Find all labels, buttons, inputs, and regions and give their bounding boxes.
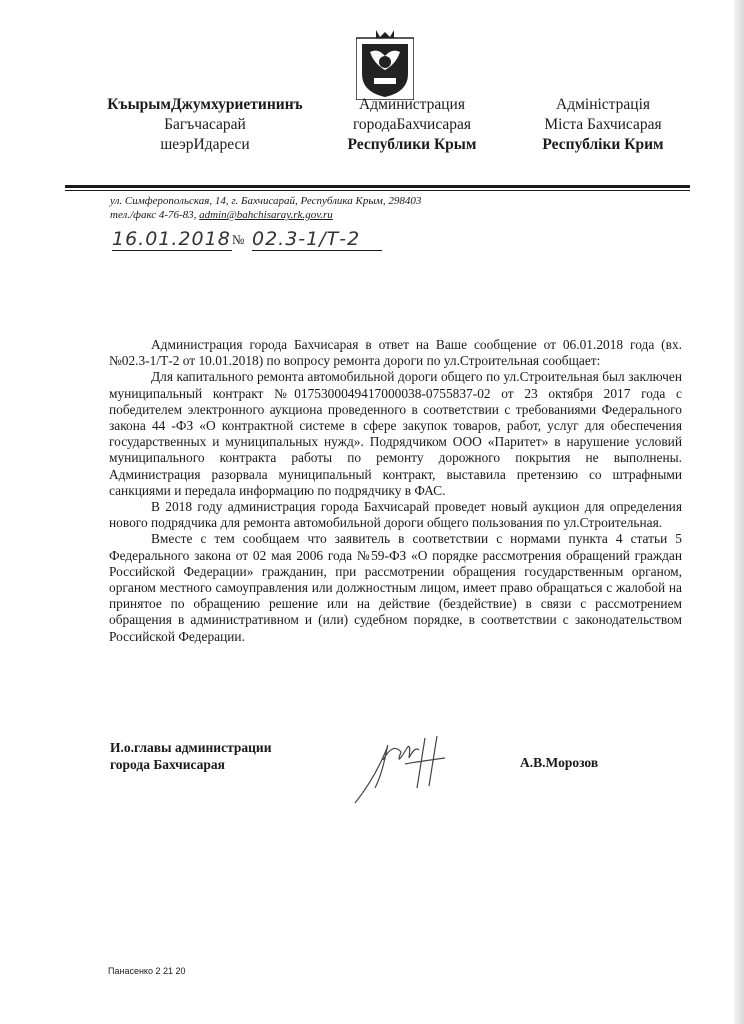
signatory-title xyxy=(110,739,271,773)
paragraph-1: Администрация города Бахчисарая в ответ на Ваше сообщение от 06.01.2018 года (вх.№02.3-1/Т-2 от 10.01.2018) по вопросу ремонта дороги по ул.Строительная сообщает: xyxy=(109,337,682,369)
outgoing-number-field xyxy=(252,228,382,251)
email-link[interactable]: admin@bahchisaray.rk.gov.ru xyxy=(199,209,333,221)
signatory-title-line1: И.о.главы администрации xyxy=(110,740,272,755)
header-crh-line2: Багъчасарай xyxy=(164,116,246,133)
address-block xyxy=(110,194,421,222)
outgoing-date: 16.01.2018 xyxy=(112,228,231,250)
number-sign: № xyxy=(232,232,245,247)
header-ru-line3: Республики Крым xyxy=(347,136,477,153)
header-divider-thin xyxy=(65,190,690,191)
header-crh-line3: шеэрИдареси xyxy=(160,136,250,153)
header-crh-line1: КъырымДжумхуриетининъ xyxy=(107,96,303,113)
signatory-name: А.В.Морозов xyxy=(520,755,599,770)
phone-fax: тел./факс 4-76-83, xyxy=(110,209,200,221)
header-ru-line2: городаБахчисарая xyxy=(352,116,472,133)
header-ru-line1: Администрация xyxy=(359,96,465,113)
header-russian xyxy=(322,95,502,155)
contact-line xyxy=(110,208,421,222)
page-edge xyxy=(734,0,744,1024)
address-line: ул. Симферопольская, 14, г. Бахчисарай, Республика Крым, 298403 xyxy=(110,195,422,207)
header-uk-line3: Республіки Крим xyxy=(542,136,664,153)
letter-body xyxy=(109,337,682,645)
outgoing-number: 02.3-1/Т-2 xyxy=(252,228,361,250)
header-crimean-tatar xyxy=(80,95,330,155)
header-ukrainian xyxy=(508,95,698,155)
header-uk-line1: Адміністрація xyxy=(556,96,650,113)
executor-note: Панасенко 2 21 20 xyxy=(108,966,186,976)
paragraph-3: В 2018 году администрация города Бахчисарай проведет новый аукцион для определения нового подрядчика для ремонта автомобильной дороги общего пользования по ул.Строительная. xyxy=(109,499,682,531)
header-divider-thick xyxy=(65,185,690,188)
paragraph-4: Вместе с тем сообщаем что заявитель в соответствии с нормами пункта 4 статьи 5 Федерального закона от 02 мая 2006 года №59-ФЗ «О порядке рассмотрения обращений граждан Российской Федерации» гражданин, при рассмотрении обращения государственным органом, органом местного самоуправления или должностным лицом, имеет право обращаться с жалобой на принятое по обращению решение или на действие (бездействие) в связи с рассмотрением обращения в административном и (или) судебном порядке, в соответствии с законодательством Российской Федерации. xyxy=(109,531,682,644)
paragraph-2: Для капитального ремонта автомобильной дороги общего по ул.Строительная был заключен муниципальный контракт №0175300049417000038-0755837-02 от 23 октября 2017 года с победителем электронного аукциона проведенного в соответствии с требованиями Федерального закона 44 -ФЗ «О контрактной системе в сфере закупок товаров, работ, услуг для обеспечения государственных и муниципальных нужд». Подрядчиком ООО «Паритет» в нарушение условий муниципального контракта работы по ремонту дорожного покрытия не выполнены. Администрация разорвала муниципальный контракт, выставила претензию со штрафными санкциями и передала информацию по подрядчику в ФАС. xyxy=(109,369,682,498)
handwritten-signature xyxy=(345,728,455,808)
header-uk-line2: Міста Бахчисарая xyxy=(544,116,662,133)
outgoing-date-field xyxy=(112,228,232,251)
coat-of-arms-emblem xyxy=(356,30,414,100)
signatory-title-line2: города Бахчисарая xyxy=(110,757,225,772)
